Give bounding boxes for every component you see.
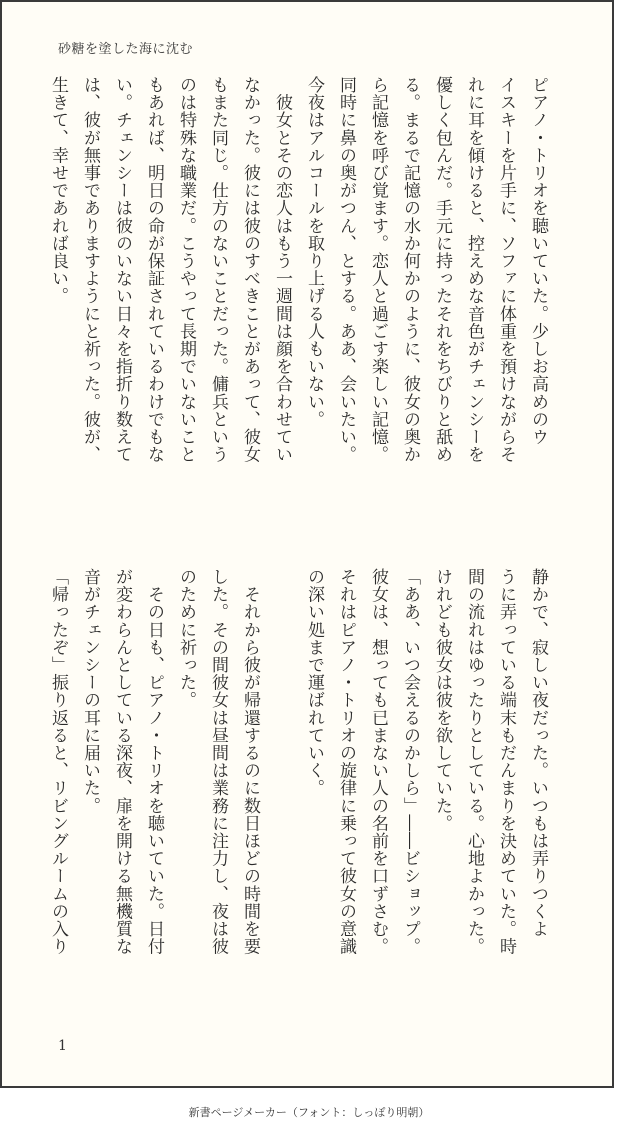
text-column-bottom: 静かで、寂しい夜だった。いつもは弄りつくよ うに弄っている端末もだんまりを決めていた。時 間の流れはゆったりとしている。心地よかった。 けれども彼女は彼を欲していた。 「ああ、いつ会えるのかしら」――ビショップ。 彼女は、想っても已まない人の名前を口ずさむ。 それはピアノ・トリオの旋律に乗って彼女の意識 の深い処まで運ばれていく。 それから彼が帰還するのに数日ほどの時間を要 した。その間彼女は昼間は業務に注力し、夜は彼 のために祈った。 その日も、ピアノ・トリオを聴いていた。日付 が変わらんとしている深夜、扉を開ける無機質な 音がチェンシーの耳に届いた。 「帰ったぞ」振り返ると、リビングルームの入り [48, 568, 548, 956]
page-number: 1 [58, 1038, 67, 1054]
text-column-top: ピアノ・トリオを聴いていた。少しお高めのウ イスキーを片手に、ソファに体重を預けながらそ れに耳を傾けると、控えめな音色がチェンシーを 優しく包んだ。手元に持ったそれをちびりと舐め る。まるで記憶の水か何かのように、彼女の奥か ら記憶を呼び覚ます。恋人と過ごす楽しい記憶。 同時に鼻の奥がつん、とする。ああ、会いたい。 今夜はアルコールを取り上げる人もいない。 彼女とその恋人はもう一週間は顔を合わせてい なかった。彼には彼のすべきことがあって、彼女 もまた同じ。仕方のないことだった。傭兵という のは特殊な職業だ。こうやって長期でいないこと もあれば、明日の命が保証されているわけでもな い。チェンシーは彼のいない日々を指折り数えて は、彼が無事でありますようにと祈った。彼が、 生きて、幸せであれば良い。 [48, 76, 548, 464]
page-title: 砂糖を塗した海に沈む [58, 42, 194, 57]
footer-credit: 新書ページメーカー（フォント：しっぽり明朝） [188, 1106, 430, 1119]
